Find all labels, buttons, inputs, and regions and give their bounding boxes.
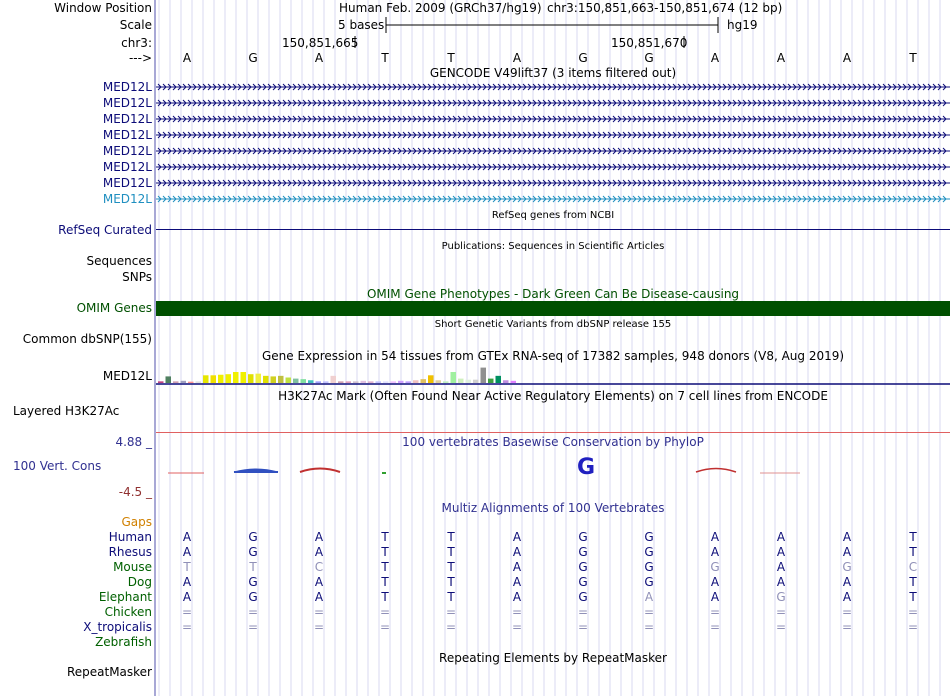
- alignment-base: =: [511, 605, 523, 619]
- alignment-base: =: [445, 605, 457, 619]
- strand-label: --->: [128, 51, 152, 65]
- alignment-base: A: [710, 530, 720, 544]
- alignment-base: A: [776, 575, 786, 589]
- dbsnp-label[interactable]: Common dbSNP(155): [22, 332, 152, 346]
- alignment-base: =: [313, 620, 325, 634]
- gtex-tissue-bar[interactable]: [413, 380, 419, 383]
- alignment-base: G: [248, 590, 258, 604]
- alignment-base: =: [577, 605, 589, 619]
- gtex-tissue-bar[interactable]: [496, 376, 502, 383]
- alignment-base: =: [907, 605, 919, 619]
- alignment-base: G: [776, 590, 786, 604]
- gtex-tissue-bar[interactable]: [436, 380, 442, 383]
- gencode-transcript-line[interactable]: [156, 162, 950, 172]
- sequence-base: A: [512, 51, 522, 65]
- gtex-tissue-bar[interactable]: [173, 381, 179, 383]
- coord-label-2: 150,851,670: [611, 36, 688, 50]
- gtex-tissue-bar[interactable]: [481, 368, 487, 383]
- alignment-base: G: [842, 560, 852, 574]
- gtex-tissue-bar[interactable]: [248, 374, 254, 383]
- gtex-tissue-bar[interactable]: [346, 381, 352, 383]
- alignment-base: T: [447, 530, 455, 544]
- alignment-base: =: [247, 620, 259, 634]
- conservation-title: 100 vertebrates Basewise Conservation by PhyloP: [402, 435, 704, 449]
- position-text[interactable]: chr3:150,851,663-150,851,674 (12 bp): [547, 1, 783, 15]
- gencode-transcript-line[interactable]: [156, 146, 950, 156]
- species-label[interactable]: Chicken: [104, 605, 152, 619]
- conservation-graph[interactable]: [156, 452, 950, 482]
- gencode-transcript-line[interactable]: [156, 194, 950, 204]
- gencode-row-label[interactable]: MED12L: [102, 144, 152, 158]
- scale-label: Scale: [119, 18, 152, 32]
- alignment-base: A: [512, 545, 522, 559]
- gtex-tissue-bar[interactable]: [211, 375, 217, 383]
- alignment-base: =: [379, 620, 391, 634]
- gencode-transcript-line[interactable]: [156, 98, 950, 108]
- gencode-transcript-line[interactable]: [156, 178, 950, 188]
- alignment-base: T: [447, 560, 455, 574]
- conservation-big-base: G: [576, 455, 596, 480]
- alignment-base: A: [842, 590, 852, 604]
- sequence-base: A: [776, 51, 786, 65]
- gtex-tissue-bar[interactable]: [256, 374, 262, 383]
- gtex-tissue-bar[interactable]: [293, 379, 299, 383]
- gtex-tissue-bar[interactable]: [398, 381, 404, 383]
- alignment-base: =: [775, 605, 787, 619]
- snps-label[interactable]: SNPs: [122, 270, 152, 284]
- scale-text: 5 bases: [338, 18, 385, 32]
- species-label[interactable]: Elephant: [98, 590, 152, 604]
- alignment-base: =: [379, 605, 391, 619]
- alignment-base: G: [248, 530, 258, 544]
- gtex-tissue-bar[interactable]: [203, 375, 209, 383]
- gtex-tissue-bar[interactable]: [353, 381, 359, 383]
- alignment-base: T: [183, 560, 191, 574]
- alignment-base: T: [909, 545, 917, 559]
- alignment-base: G: [578, 590, 588, 604]
- alignment-base: G: [644, 575, 654, 589]
- gtex-title: Gene Expression in 54 tissues from GTEx RNA-seq of 17382 samples, 948 donors (V8, Aug 2019): [261, 349, 845, 363]
- gtex-tissue-bar[interactable]: [308, 380, 314, 383]
- alignment-base: A: [182, 590, 192, 604]
- alignment-base: G: [248, 575, 258, 589]
- gtex-tissue-bar[interactable]: [406, 381, 412, 383]
- gencode-row-label[interactable]: MED12L: [102, 192, 152, 206]
- alignment-base: A: [512, 530, 522, 544]
- gtex-tissue-bar[interactable]: [451, 372, 457, 383]
- refseq-title: RefSeq genes from NCBI: [491, 210, 615, 221]
- gtex-tissue-bar[interactable]: [428, 375, 434, 383]
- alignment-base: T: [381, 530, 389, 544]
- sequence-base: A: [842, 51, 852, 65]
- gtex-tissue-bar[interactable]: [241, 372, 247, 383]
- omim-phenotype-bar[interactable]: [156, 301, 950, 316]
- gtex-tissue-bar[interactable]: [361, 381, 367, 383]
- alignment-base: =: [247, 605, 259, 619]
- gtex-tissue-bar[interactable]: [368, 381, 374, 383]
- alignment-base: A: [842, 530, 852, 544]
- refseq-gene-line[interactable]: [156, 229, 950, 230]
- gencode-row-label[interactable]: MED12L: [102, 176, 152, 190]
- coord-label-1: 150,851,665: [282, 36, 359, 50]
- species-label[interactable]: Rhesus: [108, 545, 152, 559]
- gencode-transcript-line[interactable]: [156, 130, 950, 140]
- gencode-transcript-line[interactable]: [156, 82, 950, 92]
- publications-title: Publications: Sequences in Scientific Articles: [441, 241, 665, 252]
- window-position-label: Window Position: [54, 1, 152, 15]
- sequence-base: T: [909, 51, 917, 65]
- alignment-base: G: [644, 560, 654, 574]
- dbsnp-title: Short Genetic Variants from dbSNP release 155: [434, 319, 672, 330]
- alignment-base: T: [381, 590, 389, 604]
- ruler-graphics: [0, 0, 950, 66]
- alignment-base: =: [643, 605, 655, 619]
- gtex-tissue-bar[interactable]: [301, 379, 307, 383]
- gtex-tissue-bar[interactable]: [158, 381, 164, 383]
- species-label[interactable]: Dog: [127, 575, 152, 589]
- omim-label[interactable]: OMIM Genes: [76, 301, 152, 315]
- sequences-label[interactable]: Sequences: [86, 254, 152, 268]
- sequence-base: G: [578, 51, 588, 65]
- gtex-tissue-bar[interactable]: [323, 381, 329, 383]
- sequence-base: G: [248, 51, 258, 65]
- alignment-base: G: [578, 545, 588, 559]
- alignment-base: A: [776, 530, 786, 544]
- alignment-base: =: [907, 620, 919, 634]
- alignment-base: A: [314, 545, 324, 559]
- gaps-label: Gaps: [121, 515, 152, 529]
- species-label[interactable]: X_tropicalis: [83, 620, 152, 634]
- gtex-tissue-bar[interactable]: [503, 380, 509, 383]
- gencode-row-label[interactable]: MED12L: [102, 80, 152, 94]
- alignment-base: A: [776, 545, 786, 559]
- gtex-tissue-bar[interactable]: [316, 381, 322, 383]
- gtex-tissue-bar[interactable]: [166, 376, 172, 383]
- gencode-title: GENCODE V49lift37 (3 items filtered out): [429, 66, 677, 80]
- conservation-min-label: -4.5 _: [118, 485, 152, 499]
- gtex-tissue-bar[interactable]: [218, 375, 224, 383]
- h3k27ac-title: H3K27Ac Mark (Often Found Near Active Regulatory Elements) on 7 cell lines from ENCODE: [278, 389, 828, 403]
- gtex-tissue-bar[interactable]: [181, 381, 187, 383]
- gtex-tissue-bar[interactable]: [421, 379, 427, 383]
- alignment-base: A: [710, 545, 720, 559]
- alignment-base: =: [643, 620, 655, 634]
- gtex-tissue-bar[interactable]: [196, 381, 202, 383]
- h3k27ac-label[interactable]: Layered H3K27Ac: [13, 404, 120, 418]
- repeatmasker-label[interactable]: RepeatMasker: [66, 665, 152, 679]
- gtex-tissue-bar[interactable]: [466, 380, 472, 383]
- alignment-base: G: [578, 575, 588, 589]
- sequence-base: A: [182, 51, 192, 65]
- alignment-base: A: [182, 545, 192, 559]
- alignment-base: =: [709, 605, 721, 619]
- gtex-tissue-bar[interactable]: [391, 381, 397, 383]
- alignment-base: G: [644, 530, 654, 544]
- alignment-base: =: [181, 605, 193, 619]
- alignment-base: G: [578, 560, 588, 574]
- alignment-base: =: [841, 605, 853, 619]
- gtex-tissue-bar[interactable]: [226, 374, 232, 383]
- gtex-tissue-bar[interactable]: [458, 379, 464, 383]
- alignment-base: =: [577, 620, 589, 634]
- gtex-tissue-bar[interactable]: [443, 381, 449, 383]
- alignment-base: G: [644, 545, 654, 559]
- alignment-base: A: [182, 530, 192, 544]
- species-label[interactable]: Human: [108, 530, 152, 544]
- alignment-base: A: [314, 590, 324, 604]
- gtex-tissue-bar[interactable]: [488, 379, 494, 383]
- alignment-base: A: [776, 560, 786, 574]
- alignment-base: G: [710, 560, 720, 574]
- gencode-transcript-line[interactable]: [156, 114, 950, 124]
- gtex-tissue-bar[interactable]: [376, 381, 382, 383]
- alignment-base: T: [249, 560, 257, 574]
- alignment-base: T: [447, 590, 455, 604]
- alignment-base: T: [909, 575, 917, 589]
- gencode-row-label[interactable]: MED12L: [102, 160, 152, 174]
- alignment-base: A: [842, 575, 852, 589]
- gtex-tissue-bar[interactable]: [286, 378, 292, 384]
- alignment-base: T: [909, 590, 917, 604]
- gtex-tissue-bar[interactable]: [383, 381, 389, 383]
- alignment-base: T: [381, 575, 389, 589]
- gtex-tissue-bar[interactable]: [278, 376, 284, 383]
- alignment-base: A: [842, 545, 852, 559]
- refseq-label[interactable]: RefSeq Curated: [58, 223, 152, 237]
- gtex-tissue-bar[interactable]: [263, 376, 269, 383]
- sequence-base: T: [381, 51, 389, 65]
- gencode-row-label[interactable]: MED12L: [102, 128, 152, 142]
- alignment-base: =: [313, 605, 325, 619]
- multiz-title: Multiz Alignments of 100 Vertebrates: [441, 501, 665, 515]
- alignment-base: A: [314, 530, 324, 544]
- alignment-base: T: [447, 575, 455, 589]
- alignment-base: A: [512, 575, 522, 589]
- sequence-base: G: [644, 51, 654, 65]
- gtex-tissue-bar[interactable]: [331, 376, 337, 383]
- alignment-base: =: [775, 620, 787, 634]
- alignment-base: =: [181, 620, 193, 634]
- alignment-base: G: [578, 530, 588, 544]
- alignment-base: T: [381, 560, 389, 574]
- alignment-base: A: [710, 590, 720, 604]
- gtex-tissue-bar[interactable]: [338, 381, 344, 383]
- alignment-base: A: [512, 590, 522, 604]
- alignment-base: A: [314, 575, 324, 589]
- species-label[interactable]: Mouse: [113, 560, 152, 574]
- conservation-label[interactable]: 100 Vert. Cons: [13, 459, 102, 473]
- repeatmasker-title: Repeating Elements by RepeatMasker: [439, 651, 667, 665]
- gtex-tissue-bar[interactable]: [188, 382, 194, 383]
- db-text: hg19: [727, 18, 758, 32]
- omim-title: OMIM Gene Phenotypes - Dark Green Can Be Disease-causing: [366, 287, 740, 301]
- alignment-base: =: [841, 620, 853, 634]
- alignment-base: A: [512, 560, 522, 574]
- gtex-tissue-bar[interactable]: [473, 380, 479, 383]
- gencode-row-label[interactable]: MED12L: [102, 96, 152, 110]
- gtex-tissue-bar[interactable]: [511, 381, 517, 383]
- alignment-base: C: [314, 560, 324, 574]
- assembly-text: Human Feb. 2009 (GRCh37/hg19): [339, 1, 542, 15]
- alignment-base: C: [908, 560, 918, 574]
- alignment-base: T: [381, 545, 389, 559]
- gtex-tissue-bar[interactable]: [233, 372, 239, 383]
- alignment-base: A: [644, 590, 654, 604]
- sequence-base: T: [447, 51, 455, 65]
- alignment-base: =: [445, 620, 457, 634]
- gtex-tissue-bar[interactable]: [271, 376, 277, 383]
- sequence-base: A: [710, 51, 720, 65]
- alignment-base: =: [709, 620, 721, 634]
- h3k27ac-baseline: [156, 432, 950, 433]
- alignment-base: A: [182, 575, 192, 589]
- alignment-base: T: [909, 530, 917, 544]
- gtex-expression-track[interactable]: [156, 362, 950, 386]
- alignment-base: G: [248, 545, 258, 559]
- chrom-label: chr3:: [121, 36, 152, 50]
- sequence-base: A: [314, 51, 324, 65]
- gencode-row-label[interactable]: MED12L: [102, 112, 152, 126]
- species-label[interactable]: Zebrafish: [95, 635, 152, 649]
- alignment-base: A: [710, 575, 720, 589]
- alignment-base: T: [447, 545, 455, 559]
- conservation-max-label: 4.88 _: [115, 435, 152, 449]
- alignment-base: =: [511, 620, 523, 634]
- gtex-label[interactable]: MED12L: [102, 369, 152, 383]
